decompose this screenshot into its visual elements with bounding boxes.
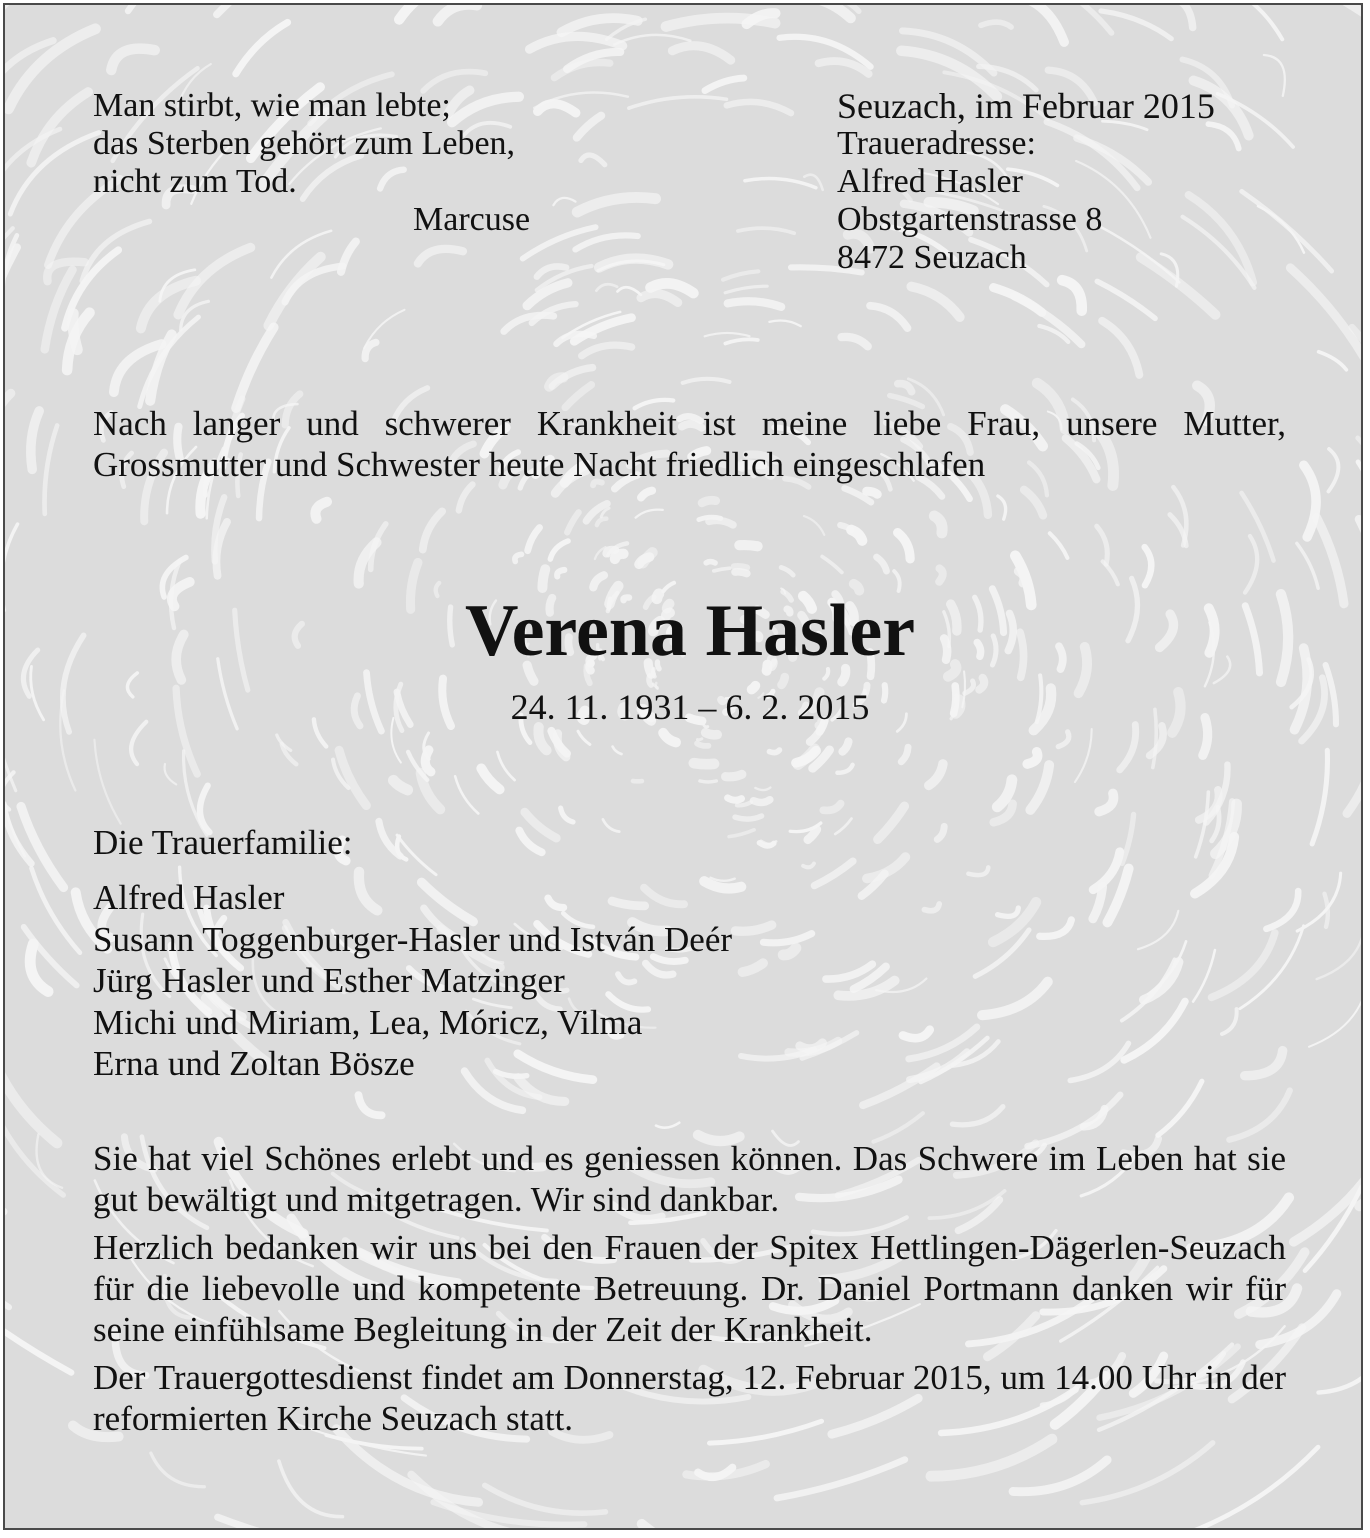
- closing-paragraph: Sie hat viel Schönes erlebt und es geniessen können. Das Schwere im Leben hat sie gut bewältigt und mitgetragen. Wir sind dankbar.: [93, 1139, 1286, 1219]
- closing-paragraph: Der Trauergottesdienst findet am Donnerstag, 12. Februar 2015, um 14.00 Uhr in der reformierten Kirche Seuzach statt.: [93, 1358, 1286, 1438]
- closing-paragraph: Herzlich bedanken wir uns bei den Frauen der Spitex Hettlingen-Dägerlen-Seuzach für die liebevolle und kompetente Betreuung. Dr. Daniel Portmann danken wir für seine einfühlsame Begleitung in der Zeit der Krankheit.: [93, 1228, 1286, 1349]
- family-member: Michi und Miriam, Lea, Móricz, Vilma: [93, 1002, 643, 1042]
- closing-text: [93, 1138, 1286, 1446]
- family-list: [93, 877, 732, 1085]
- deceased-name: Verena Hasler: [464, 590, 916, 672]
- place-date: Seuzach, im Februar 2015: [837, 86, 1215, 126]
- quote-line: Man stirbt, wie man lebte;: [93, 87, 451, 124]
- family-label: Die Trauerfamilie:: [93, 823, 353, 862]
- family-member: Jürg Hasler und Esther Matzinger: [93, 961, 565, 1000]
- quote: [93, 87, 515, 201]
- quote-line: nicht zum Tod.: [93, 163, 297, 200]
- family-member: Erna und Zoltan Bösze: [93, 1044, 415, 1083]
- quote-author: Marcuse: [413, 201, 531, 238]
- obituary-notice: [3, 3, 1363, 1530]
- address-city: 8472 Seuzach: [837, 239, 1027, 276]
- family-member: Susann Toggenburger-Hasler und István Deér: [93, 919, 733, 959]
- quote-line: das Sterben gehört zum Leben,: [93, 125, 516, 162]
- address-name: Alfred Hasler: [837, 163, 1023, 200]
- mourning-address: [837, 87, 1215, 277]
- family-member: Alfred Hasler: [93, 878, 285, 917]
- life-dates: 24. 11. 1931 – 6. 2. 2015: [510, 687, 870, 727]
- address-label: Traueradresse:: [837, 125, 1036, 162]
- address-street: Obstgartenstrasse 8: [837, 201, 1103, 238]
- death-announcement: Nach langer und schwerer Krankheit ist meine liebe Frau, unsere Mutter, Grossmutter und Schwester heute Nacht friedlich eingeschlafen: [93, 404, 1286, 484]
